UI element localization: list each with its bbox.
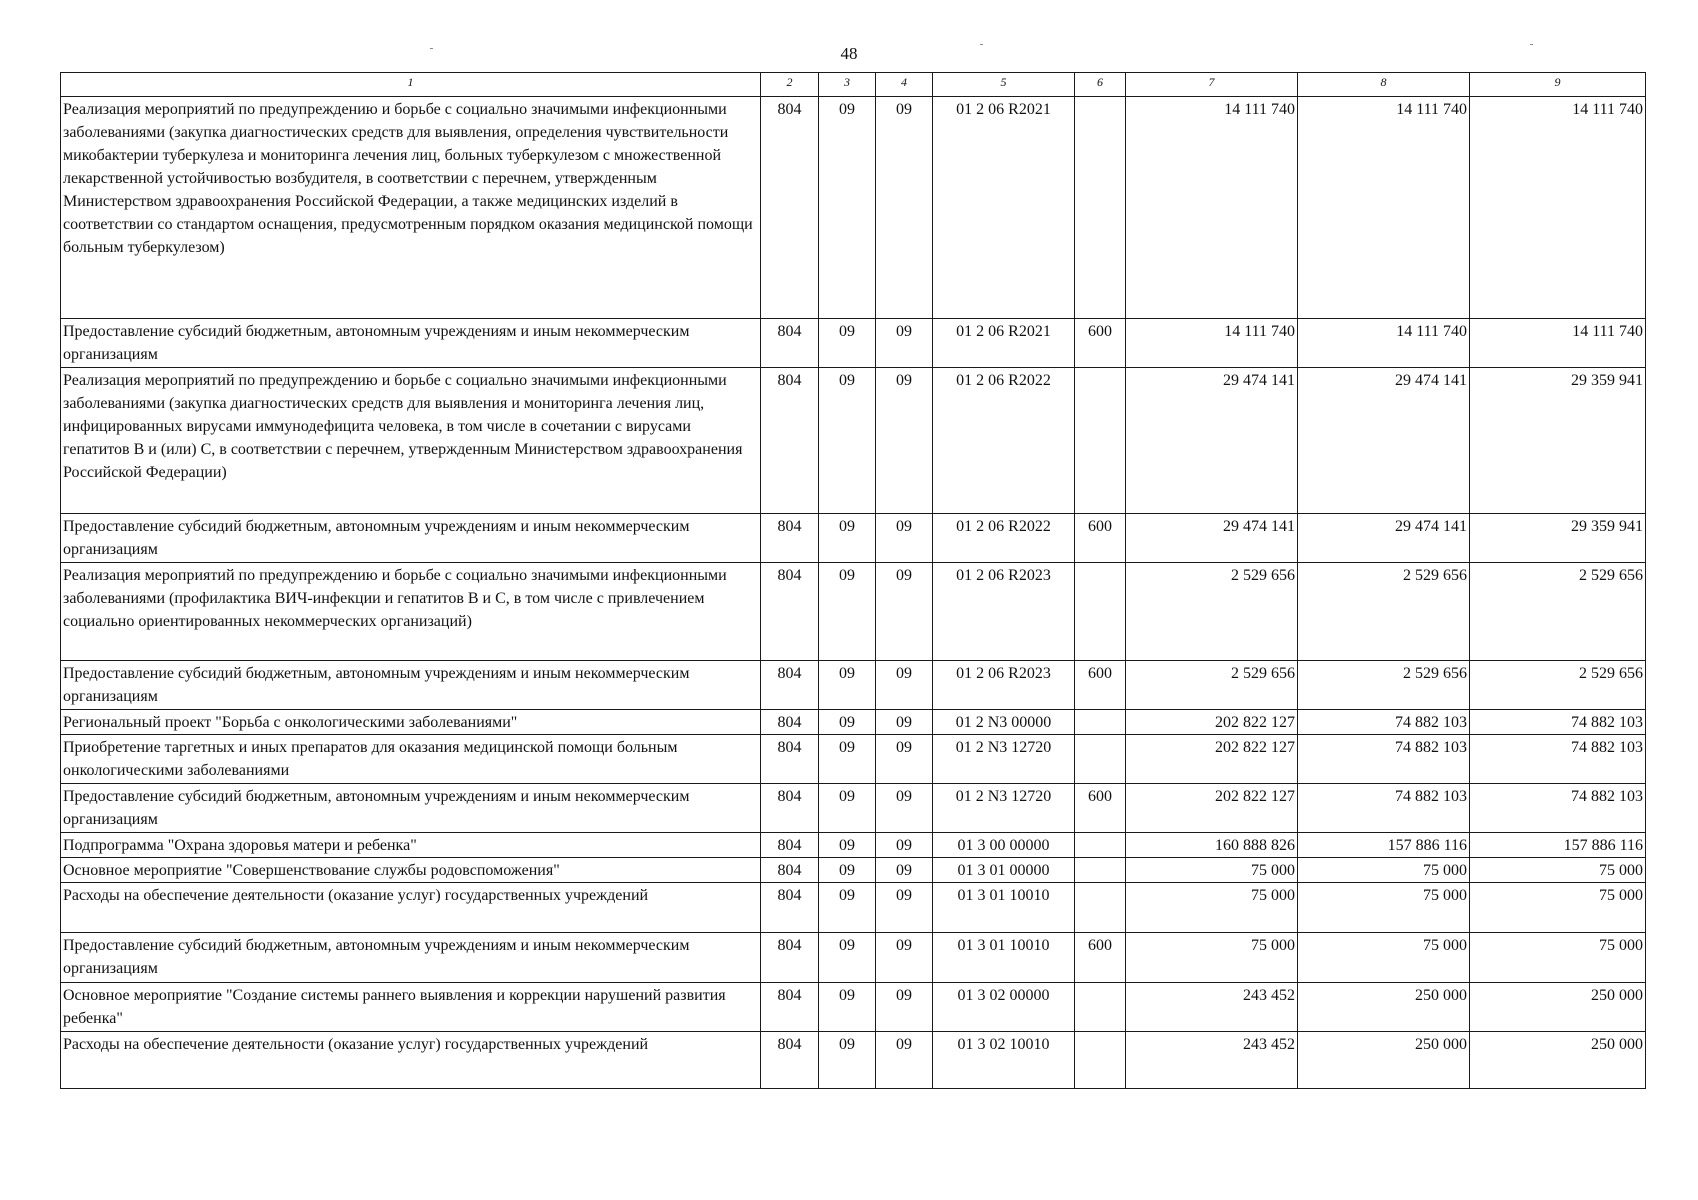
ministry-code-cell: 804 [761, 563, 819, 661]
target-article-cell: 01 3 02 10010 [933, 1032, 1075, 1089]
table-row [61, 319, 1646, 368]
amount-column-8-cell: 250 000 [1298, 983, 1470, 1032]
column-header: 4 [876, 73, 933, 97]
expense-type-cell [1075, 858, 1126, 883]
subsection-code-cell: 09 [876, 784, 933, 833]
target-article-cell: 01 2 N3 12720 [933, 735, 1075, 784]
expense-type-cell: 600 [1075, 784, 1126, 833]
expense-name-cell: Расходы на обеспечение деятельности (оказание услуг) государственных учреждений [61, 883, 761, 933]
ministry-code-cell: 804 [761, 983, 819, 1032]
amount-column-8-cell: 14 111 740 [1298, 319, 1470, 368]
section-code-cell: 09 [819, 1032, 876, 1089]
amount-column-8-cell: 29 474 141 [1298, 368, 1470, 514]
ministry-code-cell: 804 [761, 319, 819, 368]
ministry-code-cell: 804 [761, 858, 819, 883]
amount-column-9-cell: 2 529 656 [1470, 661, 1646, 710]
section-code-cell: 09 [819, 319, 876, 368]
ministry-code-cell: 804 [761, 97, 819, 319]
subsection-code-cell: 09 [876, 883, 933, 933]
expense-type-cell [1075, 983, 1126, 1032]
amount-column-8-cell: 74 882 103 [1298, 784, 1470, 833]
subsection-code-cell: 09 [876, 1032, 933, 1089]
expense-type-cell [1075, 1032, 1126, 1089]
section-code-cell: 09 [819, 368, 876, 514]
table-row [61, 368, 1646, 514]
subsection-code-cell: 09 [876, 858, 933, 883]
amount-column-9-cell: 75 000 [1470, 858, 1646, 883]
expense-type-cell: 600 [1075, 319, 1126, 368]
amount-column-7-cell: 14 111 740 [1126, 97, 1298, 319]
target-article-cell: 01 2 N3 00000 [933, 710, 1075, 735]
table-row [61, 858, 1646, 883]
subsection-code-cell: 09 [876, 735, 933, 784]
table-body [61, 73, 1646, 1089]
expense-name-cell: Предоставление субсидий бюджетным, автономным учреждениям и иным некоммерческим организациям [61, 319, 761, 368]
amount-column-8-cell: 75 000 [1298, 858, 1470, 883]
table-row [61, 710, 1646, 735]
amount-column-8-cell: 74 882 103 [1298, 710, 1470, 735]
ministry-code-cell: 804 [761, 710, 819, 735]
target-article-cell: 01 3 01 10010 [933, 933, 1075, 983]
column-header: 1 [61, 73, 761, 97]
expense-type-cell: 600 [1075, 514, 1126, 563]
table-row [61, 97, 1646, 319]
expense-type-cell [1075, 883, 1126, 933]
amount-column-8-cell: 75 000 [1298, 883, 1470, 933]
amount-column-7-cell: 202 822 127 [1126, 784, 1298, 833]
expense-type-cell [1075, 368, 1126, 514]
ministry-code-cell: 804 [761, 735, 819, 784]
amount-column-9-cell: 74 882 103 [1470, 735, 1646, 784]
expense-name-cell: Реализация мероприятий по предупреждению и борьбе с социально значимыми инфекционными заболеваниями (закупка диагностических средств для выявления и мониторинга лечения лиц, инфицированных вирусами иммунодефицита человека, в том числе в сочетании с вирусами гепатитов В и (или) С, в соответствии с перечнем, утвержденным Министерством здравоохранения Российской Федерации) [61, 368, 761, 514]
amount-column-7-cell: 243 452 [1126, 983, 1298, 1032]
table-row [61, 933, 1646, 983]
target-article-cell: 01 2 N3 12720 [933, 784, 1075, 833]
section-code-cell: 09 [819, 833, 876, 858]
amount-column-7-cell: 29 474 141 [1126, 514, 1298, 563]
section-code-cell: 09 [819, 933, 876, 983]
amount-column-8-cell: 14 111 740 [1298, 97, 1470, 319]
subsection-code-cell: 09 [876, 97, 933, 319]
subsection-code-cell: 09 [876, 710, 933, 735]
expense-name-cell: Подпрограмма "Охрана здоровья матери и ребенка" [61, 833, 761, 858]
column-header: 8 [1298, 73, 1470, 97]
amount-column-7-cell: 202 822 127 [1126, 735, 1298, 784]
amount-column-8-cell: 157 886 116 [1298, 833, 1470, 858]
expense-name-cell: Основное мероприятие "Совершенствование службы родовспоможения" [61, 858, 761, 883]
amount-column-7-cell: 29 474 141 [1126, 368, 1298, 514]
target-article-cell: 01 3 00 00000 [933, 833, 1075, 858]
subsection-code-cell: 09 [876, 983, 933, 1032]
table-row [61, 833, 1646, 858]
amount-column-7-cell: 2 529 656 [1126, 563, 1298, 661]
amount-column-9-cell: 75 000 [1470, 883, 1646, 933]
table-row [61, 1032, 1646, 1089]
target-article-cell: 01 2 06 R2022 [933, 368, 1075, 514]
expense-name-cell: Приобретение таргетных и иных препаратов для оказания медицинской помощи больным онкологическими заболеваниями [61, 735, 761, 784]
subsection-code-cell: 09 [876, 833, 933, 858]
section-code-cell: 09 [819, 661, 876, 710]
section-code-cell: 09 [819, 883, 876, 933]
amount-column-9-cell: 250 000 [1470, 1032, 1646, 1089]
subsection-code-cell: 09 [876, 319, 933, 368]
amount-column-9-cell: 157 886 116 [1470, 833, 1646, 858]
expense-name-cell: Реализация мероприятий по предупреждению и борьбе с социально значимыми инфекционными заболеваниями (закупка диагностических средств для выявления, определения чувствительности микобактерии туберкулеза и мониторинга лечения лиц, больных туберкулезом с множественной лекарственной устойчивостью возбудителя, в соответствии с перечнем, утвержденным Министерством здравоохранения Российской Федерации, а также медицинских изделий в соответствии со стандартом оснащения, предусмотренным порядком оказания медицинской помощи больным туберкулезом) [61, 97, 761, 319]
section-code-cell: 09 [819, 710, 876, 735]
amount-column-8-cell: 29 474 141 [1298, 514, 1470, 563]
section-code-cell: 09 [819, 514, 876, 563]
expense-name-cell: Предоставление субсидий бюджетным, автономным учреждениям и иным некоммерческим организациям [61, 933, 761, 983]
section-code-cell: 09 [819, 97, 876, 319]
expense-type-cell [1075, 735, 1126, 784]
subsection-code-cell: 09 [876, 514, 933, 563]
amount-column-9-cell: 74 882 103 [1470, 710, 1646, 735]
expense-name-cell: Расходы на обеспечение деятельности (оказание услуг) государственных учреждений [61, 1032, 761, 1089]
amount-column-7-cell: 14 111 740 [1126, 319, 1298, 368]
table-row [61, 983, 1646, 1032]
table-row [61, 784, 1646, 833]
ministry-code-cell: 804 [761, 368, 819, 514]
table-row [61, 735, 1646, 784]
target-article-cell: 01 2 06 R2023 [933, 661, 1075, 710]
expense-type-cell [1075, 710, 1126, 735]
amount-column-9-cell: 14 111 740 [1470, 97, 1646, 319]
budget-table [60, 72, 1646, 1089]
column-header: 5 [933, 73, 1075, 97]
amount-column-9-cell: 74 882 103 [1470, 784, 1646, 833]
subsection-code-cell: 09 [876, 661, 933, 710]
expense-name-cell: Основное мероприятие "Создание системы раннего выявления и коррекции нарушений развития ребенка" [61, 983, 761, 1032]
target-article-cell: 01 2 06 R2023 [933, 563, 1075, 661]
target-article-cell: 01 2 06 R2021 [933, 97, 1075, 319]
expense-type-cell: 600 [1075, 661, 1126, 710]
column-header: 2 [761, 73, 819, 97]
amount-column-9-cell: 75 000 [1470, 933, 1646, 983]
amount-column-9-cell: 14 111 740 [1470, 319, 1646, 368]
expense-type-cell: 600 [1075, 933, 1126, 983]
page-number: 48 [840, 44, 858, 63]
expense-type-cell [1075, 97, 1126, 319]
target-article-cell: 01 2 06 R2022 [933, 514, 1075, 563]
amount-column-9-cell: 29 359 941 [1470, 368, 1646, 514]
section-code-cell: 09 [819, 858, 876, 883]
expense-type-cell [1075, 833, 1126, 858]
column-header: 9 [1470, 73, 1646, 97]
amount-column-9-cell: 2 529 656 [1470, 563, 1646, 661]
ministry-code-cell: 804 [761, 883, 819, 933]
target-article-cell: 01 3 02 00000 [933, 983, 1075, 1032]
ministry-code-cell: 804 [761, 514, 819, 563]
amount-column-7-cell: 75 000 [1126, 883, 1298, 933]
target-article-cell: 01 3 01 00000 [933, 858, 1075, 883]
column-header: 6 [1075, 73, 1126, 97]
amount-column-7-cell: 75 000 [1126, 858, 1298, 883]
ministry-code-cell: 804 [761, 1032, 819, 1089]
amount-column-7-cell: 2 529 656 [1126, 661, 1298, 710]
expense-type-cell [1075, 563, 1126, 661]
amount-column-9-cell: 250 000 [1470, 983, 1646, 1032]
amount-column-8-cell: 2 529 656 [1298, 661, 1470, 710]
amount-column-7-cell: 75 000 [1126, 933, 1298, 983]
subsection-code-cell: 09 [876, 368, 933, 514]
ministry-code-cell: 804 [761, 833, 819, 858]
ministry-code-cell: 804 [761, 933, 819, 983]
amount-column-8-cell: 74 882 103 [1298, 735, 1470, 784]
expense-name-cell: Региональный проект "Борьба с онкологическими заболеваниями" [61, 710, 761, 735]
target-article-cell: 01 3 01 10010 [933, 883, 1075, 933]
expense-name-cell: Реализация мероприятий по предупреждению и борьбе с социально значимыми инфекционными заболеваниями (профилактика ВИЧ-инфекции и гепатитов В и С, в том числе с привлечением социально ориентированных некоммерческих организаций) [61, 563, 761, 661]
section-code-cell: 09 [819, 784, 876, 833]
section-code-cell: 09 [819, 735, 876, 784]
column-header: 7 [1126, 73, 1298, 97]
target-article-cell: 01 2 06 R2021 [933, 319, 1075, 368]
table-row [61, 514, 1646, 563]
amount-column-7-cell: 243 452 [1126, 1032, 1298, 1089]
section-code-cell: 09 [819, 563, 876, 661]
amount-column-8-cell: 75 000 [1298, 933, 1470, 983]
section-code-cell: 09 [819, 983, 876, 1032]
amount-column-8-cell: 2 529 656 [1298, 563, 1470, 661]
amount-column-9-cell: 29 359 941 [1470, 514, 1646, 563]
expense-name-cell: Предоставление субсидий бюджетным, автономным учреждениям и иным некоммерческим организациям [61, 784, 761, 833]
table-row [61, 661, 1646, 710]
subsection-code-cell: 09 [876, 933, 933, 983]
table-row [61, 883, 1646, 933]
column-number-row [61, 73, 1646, 97]
ministry-code-cell: 804 [761, 661, 819, 710]
amount-column-8-cell: 250 000 [1298, 1032, 1470, 1089]
expense-name-cell: Предоставление субсидий бюджетным, автономным учреждениям и иным некоммерческим организациям [61, 514, 761, 563]
column-header: 3 [819, 73, 876, 97]
amount-column-7-cell: 202 822 127 [1126, 710, 1298, 735]
ministry-code-cell: 804 [761, 784, 819, 833]
amount-column-7-cell: 160 888 826 [1126, 833, 1298, 858]
subsection-code-cell: 09 [876, 563, 933, 661]
expense-name-cell: Предоставление субсидий бюджетным, автономным учреждениям и иным некоммерческим организациям [61, 661, 761, 710]
table-row [61, 563, 1646, 661]
